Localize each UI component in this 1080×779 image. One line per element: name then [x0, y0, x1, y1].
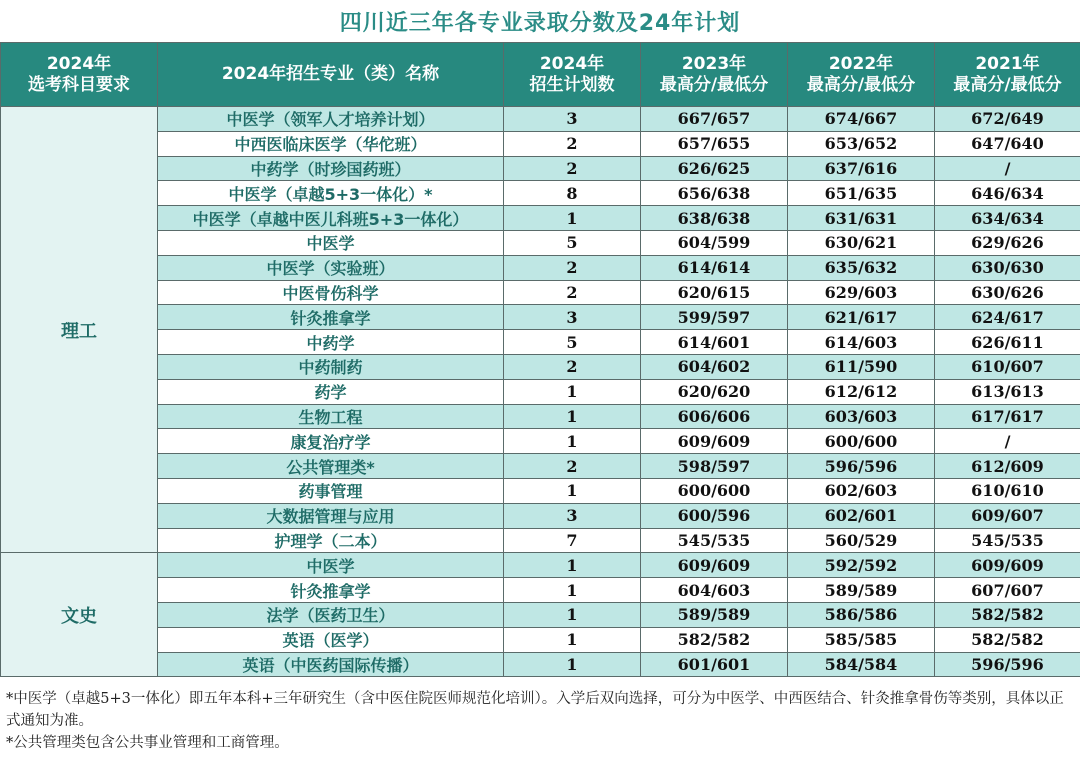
table-body: [1, 107, 1080, 677]
score-2021-cell: 617/617: [935, 404, 1080, 429]
major-cell: 中西医临床医学（华佗班）: [158, 131, 504, 156]
table-row: [1, 528, 1080, 553]
score-2021-cell: 613/613: [935, 379, 1080, 404]
score-2021-cell: /: [935, 429, 1080, 454]
score-2021-cell: 630/630: [935, 255, 1080, 280]
plan-cell: 2: [504, 255, 641, 280]
score-2023-cell: 609/609: [641, 429, 788, 454]
plan-cell: 2: [504, 280, 641, 305]
major-cell: 中医骨伤科学: [158, 280, 504, 305]
table-row: [1, 404, 1080, 429]
table-row: [1, 354, 1080, 379]
plan-cell: 3: [504, 107, 641, 132]
header-2021-line2: 最高分/最低分: [953, 74, 1062, 95]
score-2021-cell: 672/649: [935, 107, 1080, 132]
score-2023-cell: 604/603: [641, 578, 788, 603]
score-2023-cell: 545/535: [641, 528, 788, 553]
score-2023-cell: 582/582: [641, 627, 788, 652]
score-2022-cell: 674/667: [788, 107, 935, 132]
score-2022-cell: 586/586: [788, 602, 935, 627]
score-2022-cell: 585/585: [788, 627, 935, 652]
table-row: [1, 503, 1080, 528]
header-subject-line2: 选考科目要求: [28, 74, 130, 95]
major-cell: 中医学: [158, 553, 504, 578]
table-row: [1, 627, 1080, 652]
table-row: [1, 230, 1080, 255]
score-2022-cell: 637/616: [788, 156, 935, 181]
score-2022-cell: 592/592: [788, 553, 935, 578]
score-2021-cell: 612/609: [935, 454, 1080, 479]
score-2021-cell: 634/634: [935, 206, 1080, 231]
score-2023-cell: 614/601: [641, 330, 788, 355]
plan-cell: 1: [504, 206, 641, 231]
plan-cell: 2: [504, 454, 641, 479]
table-row: [1, 553, 1080, 578]
score-2021-cell: 609/609: [935, 553, 1080, 578]
plan-cell: 3: [504, 305, 641, 330]
score-2022-cell: 614/603: [788, 330, 935, 355]
score-2023-cell: 620/620: [641, 379, 788, 404]
score-2023-cell: 614/614: [641, 255, 788, 280]
major-cell: 中药制药: [158, 354, 504, 379]
table-header: [1, 43, 1080, 107]
score-2022-cell: 602/603: [788, 478, 935, 503]
footnote: *公共管理类包含公共事业管理和工商管理。: [6, 735, 289, 751]
score-2022-cell: 621/617: [788, 305, 935, 330]
score-2021-cell: 596/596: [935, 652, 1080, 677]
score-2021-cell: /: [935, 156, 1080, 181]
plan-cell: 1: [504, 602, 641, 627]
score-2023-cell: 667/657: [641, 107, 788, 132]
score-2023-cell: 638/638: [641, 206, 788, 231]
score-2023-cell: 598/597: [641, 454, 788, 479]
score-2022-cell: 635/632: [788, 255, 935, 280]
score-2023-cell: 626/625: [641, 156, 788, 181]
score-2021-cell: 626/611: [935, 330, 1080, 355]
header-plan: [504, 43, 641, 107]
table-row: [1, 478, 1080, 503]
score-2021-cell: 545/535: [935, 528, 1080, 553]
major-cell: 中药学（时珍国药班）: [158, 156, 504, 181]
score-2022-cell: 603/603: [788, 404, 935, 429]
score-2021-cell: 624/617: [935, 305, 1080, 330]
major-cell: 中医学（卓越5+3一体化）*: [158, 181, 504, 206]
header-major-label: 2024年招生专业（类）名称: [221, 64, 440, 84]
header-2022-line2: 最高分/最低分: [806, 74, 916, 95]
score-2022-cell: 600/600: [788, 429, 935, 454]
plan-cell: 1: [504, 652, 641, 677]
major-cell: 针灸推拿学: [158, 578, 504, 603]
score-2021-cell: 647/640: [935, 131, 1080, 156]
score-2021-cell: 610/607: [935, 354, 1080, 379]
major-cell: 护理学（二本）: [158, 528, 504, 553]
score-2022-cell: 631/631: [788, 206, 935, 231]
table-row: [1, 602, 1080, 627]
header-2021-line1: 2021年: [975, 53, 1040, 74]
score-2021-cell: 630/626: [935, 280, 1080, 305]
score-2023-cell: 599/597: [641, 305, 788, 330]
plan-cell: 1: [504, 379, 641, 404]
major-cell: 中医学（领军人才培养计划）: [158, 107, 504, 132]
table-row: [1, 429, 1080, 454]
table-row: [1, 206, 1080, 231]
score-2023-cell: 604/599: [641, 230, 788, 255]
table-row: [1, 305, 1080, 330]
score-2023-cell: 656/638: [641, 181, 788, 206]
score-2021-cell: 582/582: [935, 627, 1080, 652]
score-2022-cell: 602/601: [788, 503, 935, 528]
score-2021-cell: 610/610: [935, 478, 1080, 503]
table-row: [1, 107, 1080, 132]
major-cell: 针灸推拿学: [158, 305, 504, 330]
table-row: [1, 156, 1080, 181]
major-cell: 中医学（实验班）: [158, 255, 504, 280]
plan-cell: 1: [504, 578, 641, 603]
score-2022-cell: 630/621: [788, 230, 935, 255]
major-cell: 药事管理: [158, 478, 504, 503]
score-2022-cell: 596/596: [788, 454, 935, 479]
score-2022-cell: 629/603: [788, 280, 935, 305]
score-2023-cell: 589/589: [641, 602, 788, 627]
header-subject-line1: 2024年: [46, 53, 112, 74]
header-major: [158, 43, 504, 107]
score-2022-cell: 584/584: [788, 652, 935, 677]
footnote: *中医学（卓越5+3一体化）即五年本科+三年研究生（含中医住院医师规范化培训）。入学后双向选择，可分为中医学、中西医结合、针灸推拿骨伤等类别，具体以正式通知为准。: [6, 691, 1064, 729]
table-row: [1, 652, 1080, 677]
table-row: [1, 181, 1080, 206]
score-2023-cell: 606/606: [641, 404, 788, 429]
table-row: [1, 379, 1080, 404]
table-row: [1, 578, 1080, 603]
score-2023-cell: 609/609: [641, 553, 788, 578]
header-plan-line2: 招生计划数: [529, 74, 615, 95]
major-cell: 生物工程: [158, 404, 504, 429]
subject-group-cell: 理工: [1, 107, 158, 553]
major-cell: 大数据管理与应用: [158, 503, 504, 528]
score-2022-cell: 589/589: [788, 578, 935, 603]
footnotes: [0, 680, 1080, 754]
plan-cell: 8: [504, 181, 641, 206]
header-2021: [935, 43, 1080, 107]
header-2023-line2: 最高分/最低分: [659, 74, 769, 95]
score-2023-cell: 657/655: [641, 131, 788, 156]
header-plan-line1: 2024年: [539, 53, 605, 74]
score-2022-cell: 611/590: [788, 354, 935, 379]
major-cell: 英语（中医药国际传播）: [158, 652, 504, 677]
major-cell: 中药学: [158, 330, 504, 355]
plan-cell: 2: [504, 354, 641, 379]
header-2022-line1: 2022年: [828, 53, 894, 74]
score-2022-cell: 651/635: [788, 181, 935, 206]
plan-cell: 1: [504, 404, 641, 429]
major-cell: 英语（医学）: [158, 627, 504, 652]
plan-cell: 3: [504, 503, 641, 528]
table-row: [1, 330, 1080, 355]
score-2023-cell: 600/600: [641, 478, 788, 503]
score-2021-cell: 609/607: [935, 503, 1080, 528]
major-cell: 药学: [158, 379, 504, 404]
score-2022-cell: 653/652: [788, 131, 935, 156]
plan-cell: 7: [504, 528, 641, 553]
table-row: [1, 255, 1080, 280]
major-cell: 中医学（卓越中医儿科班5+3一体化）: [158, 206, 504, 231]
score-2023-cell: 604/602: [641, 354, 788, 379]
plan-cell: 5: [504, 230, 641, 255]
score-2023-cell: 600/596: [641, 503, 788, 528]
score-2021-cell: 646/634: [935, 181, 1080, 206]
header-subject: [1, 43, 158, 107]
score-2022-cell: 560/529: [788, 528, 935, 553]
score-2021-cell: 629/626: [935, 230, 1080, 255]
plan-cell: 1: [504, 478, 641, 503]
major-cell: 公共管理类*: [158, 454, 504, 479]
score-2022-cell: 612/612: [788, 379, 935, 404]
table-row: [1, 280, 1080, 305]
plan-cell: 5: [504, 330, 641, 355]
page-title: 四川近三年各专业录取分数及24年计划: [0, 0, 1080, 42]
table-row: [1, 131, 1080, 156]
plan-cell: 1: [504, 627, 641, 652]
table-row: [1, 454, 1080, 479]
plan-cell: 2: [504, 156, 641, 181]
plan-cell: 2: [504, 131, 641, 156]
scores-table: [0, 42, 1080, 677]
plan-cell: 1: [504, 553, 641, 578]
header-2022: [788, 43, 935, 107]
header-2023-line1: 2023年: [681, 53, 747, 74]
header-2023: [641, 43, 788, 107]
score-2021-cell: 607/607: [935, 578, 1080, 603]
subject-group-cell: 文史: [1, 553, 158, 677]
score-2021-cell: 582/582: [935, 602, 1080, 627]
score-2023-cell: 620/615: [641, 280, 788, 305]
score-2023-cell: 601/601: [641, 652, 788, 677]
major-cell: 中医学: [158, 230, 504, 255]
major-cell: 康复治疗学: [158, 429, 504, 454]
plan-cell: 1: [504, 429, 641, 454]
major-cell: 法学（医药卫生）: [158, 602, 504, 627]
